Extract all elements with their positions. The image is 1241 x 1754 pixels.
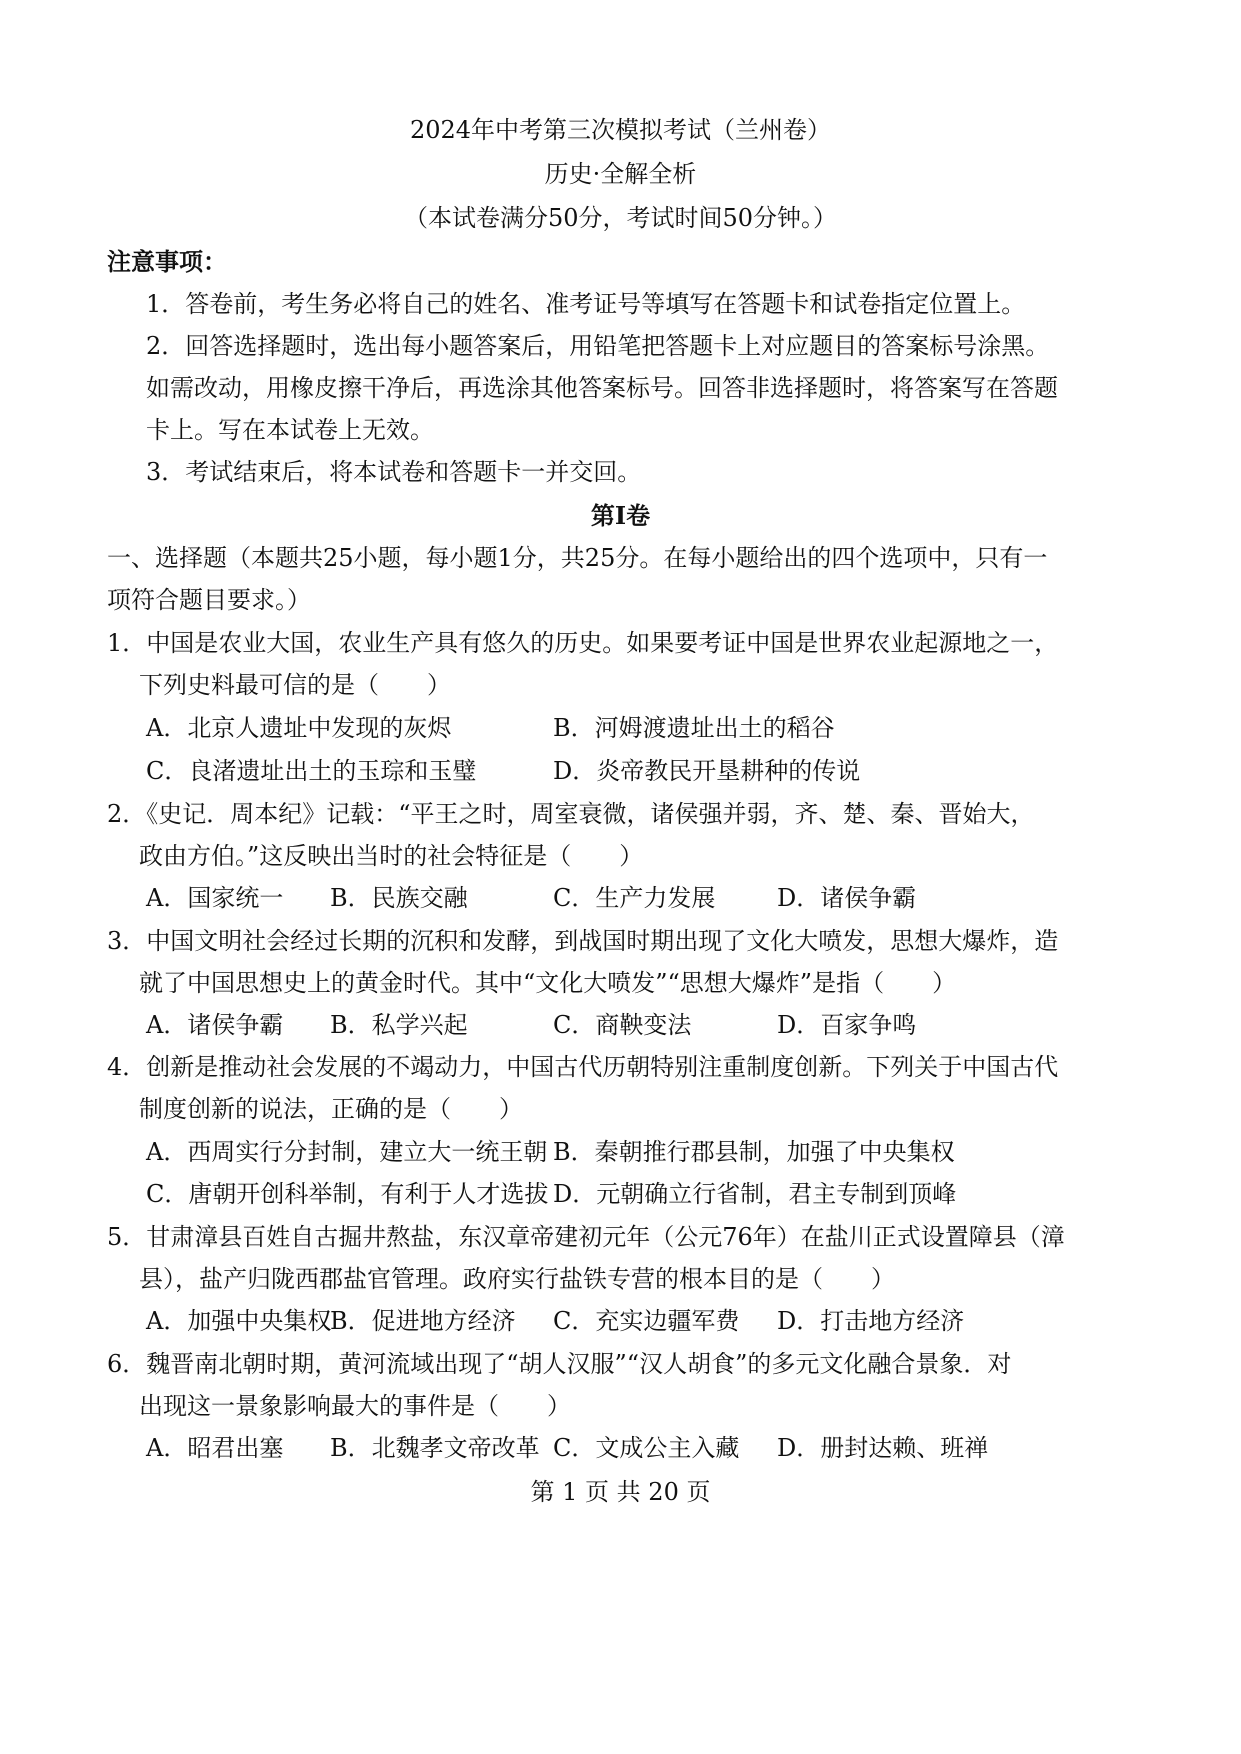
option-a: A．国家统一 [146, 884, 284, 912]
option-c: C．生产力发展 [553, 884, 716, 912]
option-a: A．诸侯争霸 [146, 1011, 284, 1039]
question-stem-continued: 制度创新的说法，正确的是（ ） [139, 1095, 523, 1123]
question-stem-continued: 出现这一景象影响最大的事件是（ ） [139, 1392, 571, 1420]
option-c: C．唐朝开创科举制，有利于人才选拔 [146, 1180, 549, 1208]
notice-item: 3．考试结束后，将本试卷和答题卡一并交回。 [146, 458, 642, 486]
exam-score-note: （本试卷满分50分，考试时间50分钟。） [403, 204, 838, 232]
option-d: D．打击地方经济 [777, 1307, 965, 1335]
notice-item: 1．答卷前，考生务必将自己的姓名、准考证号等填写在答题卡和试卷指定位置上。 [146, 290, 1026, 318]
question-stem-continued: 就了中国思想史上的黄金时代。其中“文化大喷发”“思想大爆炸”是指（ ） [139, 969, 957, 997]
option-c: C．文成公主入藏 [553, 1434, 740, 1462]
option-a: A．加强中央集权 [146, 1307, 332, 1335]
question-stem-continued: 县），盐产归陇西郡盐官管理。政府实行盐铁专营的根本目的是（ ） [139, 1265, 895, 1293]
option-b: B．秦朝推行郡县制，加强了中央集权 [553, 1138, 955, 1166]
question-stem: 5．甘肃漳县百姓自古掘井熬盐，东汉章帝建初元年（公元76年）在盐川正式设置障县（漳 [107, 1223, 1065, 1251]
option-b: B．民族交融 [330, 884, 468, 912]
option-d: D．元朝确立行省制，君主专制到顶峰 [553, 1180, 957, 1208]
option-b: B．私学兴起 [330, 1011, 468, 1039]
section-instruction: 一、选择题（本题共25小题，每小题1分，共25分。在每小题给出的四个选项中，只有一 [107, 544, 1048, 572]
notice-item-continued: 如需改动，用橡皮擦干净后，再选涂其他答案标号。回答非选择题时，将答案写在答题 [146, 374, 1058, 402]
option-a: A．西周实行分封制，建立大一统王朝 [146, 1138, 548, 1166]
option-b: B．北魏孝文帝改革 [330, 1434, 540, 1462]
notice-item-continued: 卡上。写在本试卷上无效。 [146, 416, 434, 444]
question-stem: 3．中国文明社会经过长期的沉积和发酵，到战国时期出现了文化大喷发，思想大爆炸，造 [107, 927, 1059, 955]
page-number: 第 1 页 共 20 页 [530, 1478, 711, 1506]
option-c: C．充实边疆军费 [553, 1307, 740, 1335]
notice-heading: 注意事项： [107, 247, 227, 276]
question-stem: 2．《史记．周本纪》记载：“平王之时，周室衰微，诸侯强并弱，齐、楚、秦、晋始大， [107, 800, 1035, 828]
option-a: A．北京人遗址中发现的灰烬 [146, 714, 452, 742]
question-stem-continued: 政由方伯。”这反映出当时的社会特征是（ ） [139, 842, 644, 870]
option-c: C．商鞅变法 [553, 1011, 692, 1039]
option-c: C．良渚遗址出土的玉琮和玉璧 [146, 757, 477, 785]
option-d: D．百家争鸣 [777, 1011, 917, 1039]
section-instruction-continued: 项符合题目要求。） [107, 586, 311, 614]
option-b: B．促进地方经济 [330, 1307, 516, 1335]
part-heading: 第Ⅰ卷 [590, 501, 651, 530]
option-d: D．册封达赖、班禅 [777, 1434, 989, 1462]
option-d: D．诸侯争霸 [777, 884, 917, 912]
option-b: B．河姆渡遗址出土的稻谷 [553, 714, 835, 742]
question-stem: 4．创新是推动社会发展的不竭动力，中国古代历朝特别注重制度创新。下列关于中国古代 [107, 1053, 1059, 1081]
question-stem: 6．魏晋南北朝时期，黄河流域出现了“胡人汉服”“汉人胡食”的多元文化融合景象．对 [107, 1350, 1012, 1378]
exam-title: 2024年中考第三次模拟考试（兰州卷） [409, 116, 832, 144]
option-d: D．炎帝教民开垦耕种的传说 [553, 757, 861, 785]
question-stem: 1．中国是农业大国，农业生产具有悠久的历史。如果要考证中国是世界农业起源地之一， [107, 629, 1059, 657]
question-stem-continued: 下列史料最可信的是（ ） [139, 671, 451, 699]
option-a: A．昭君出塞 [146, 1434, 284, 1462]
notice-item: 2．回答选择题时，选出每小题答案后，用铅笔把答题卡上对应题目的答案标号涂黑。 [146, 332, 1050, 360]
exam-subtitle: 历史·全解全析 [544, 160, 697, 188]
